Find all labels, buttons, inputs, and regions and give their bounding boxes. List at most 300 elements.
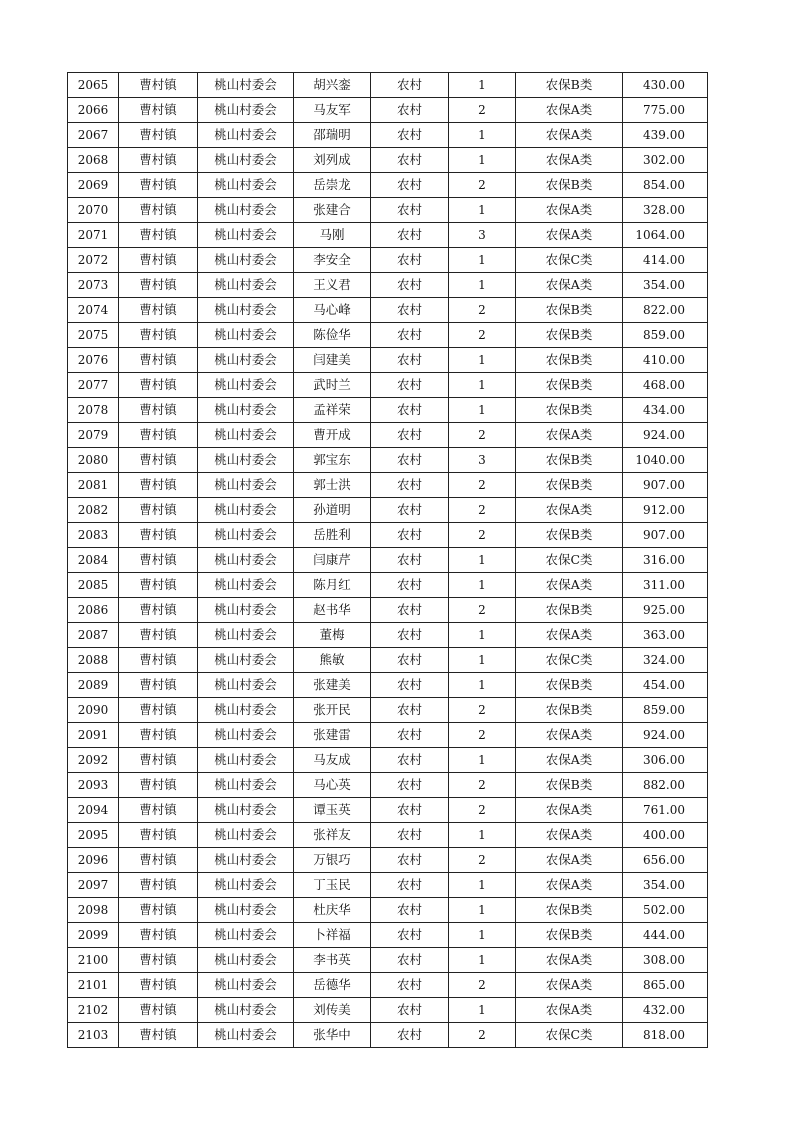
- name-cell: 杜庆华: [294, 898, 371, 923]
- table-row: [68, 898, 708, 923]
- village-committee-cell: 桃山村委会: [198, 248, 294, 273]
- household-type-cell: 农村: [371, 998, 449, 1023]
- insurance-category-cell: 农保B类: [516, 173, 623, 198]
- serial-number-cell: 2070: [68, 198, 119, 223]
- insurance-category-cell: 农保B类: [516, 398, 623, 423]
- table-row: [68, 398, 708, 423]
- town-cell: 曹村镇: [119, 873, 198, 898]
- serial-number-cell: 2076: [68, 348, 119, 373]
- town-cell: 曹村镇: [119, 173, 198, 198]
- town-cell: 曹村镇: [119, 773, 198, 798]
- household-type-cell: 农村: [371, 248, 449, 273]
- household-type-cell: 农村: [371, 448, 449, 473]
- amount-cell: 924.00: [623, 723, 708, 748]
- household-type-cell: 农村: [371, 423, 449, 448]
- name-cell: 岳德华: [294, 973, 371, 998]
- insurance-category-cell: 农保A类: [516, 223, 623, 248]
- table-row: [68, 73, 708, 98]
- village-committee-cell: 桃山村委会: [198, 623, 294, 648]
- town-cell: 曹村镇: [119, 198, 198, 223]
- amount-cell: 1040.00: [623, 448, 708, 473]
- serial-number-cell: 2100: [68, 948, 119, 973]
- village-committee-cell: 桃山村委会: [198, 448, 294, 473]
- household-type-cell: 农村: [371, 723, 449, 748]
- village-committee-cell: 桃山村委会: [198, 398, 294, 423]
- roster-table-body: [68, 73, 708, 1048]
- household-size-cell: 2: [449, 773, 516, 798]
- serial-number-cell: 2086: [68, 598, 119, 623]
- insurance-category-cell: 农保B类: [516, 298, 623, 323]
- village-committee-cell: 桃山村委会: [198, 848, 294, 873]
- table-row: [68, 148, 708, 173]
- town-cell: 曹村镇: [119, 398, 198, 423]
- insurance-category-cell: 农保A类: [516, 98, 623, 123]
- serial-number-cell: 2096: [68, 848, 119, 873]
- table-row: [68, 548, 708, 573]
- insurance-category-cell: 农保A类: [516, 198, 623, 223]
- village-committee-cell: 桃山村委会: [198, 723, 294, 748]
- village-committee-cell: 桃山村委会: [198, 998, 294, 1023]
- name-cell: 万银巧: [294, 848, 371, 873]
- name-cell: 孙道明: [294, 498, 371, 523]
- serial-number-cell: 2095: [68, 823, 119, 848]
- name-cell: 王义君: [294, 273, 371, 298]
- household-size-cell: 1: [449, 373, 516, 398]
- insurance-category-cell: 农保A类: [516, 973, 623, 998]
- serial-number-cell: 2091: [68, 723, 119, 748]
- village-committee-cell: 桃山村委会: [198, 348, 294, 373]
- name-cell: 陈月红: [294, 573, 371, 598]
- town-cell: 曹村镇: [119, 123, 198, 148]
- household-size-cell: 1: [449, 573, 516, 598]
- insurance-category-cell: 农保B类: [516, 773, 623, 798]
- town-cell: 曹村镇: [119, 223, 198, 248]
- household-size-cell: 1: [449, 898, 516, 923]
- village-committee-cell: 桃山村委会: [198, 98, 294, 123]
- town-cell: 曹村镇: [119, 973, 198, 998]
- insurance-category-cell: 农保C类: [516, 1023, 623, 1048]
- insurance-category-cell: 农保B类: [516, 523, 623, 548]
- town-cell: 曹村镇: [119, 323, 198, 348]
- household-size-cell: 1: [449, 948, 516, 973]
- amount-cell: 924.00: [623, 423, 708, 448]
- insurance-category-cell: 农保B类: [516, 448, 623, 473]
- village-committee-cell: 桃山村委会: [198, 973, 294, 998]
- amount-cell: 775.00: [623, 98, 708, 123]
- household-size-cell: 2: [449, 723, 516, 748]
- town-cell: 曹村镇: [119, 998, 198, 1023]
- amount-cell: 363.00: [623, 623, 708, 648]
- insurance-category-cell: 农保A类: [516, 423, 623, 448]
- amount-cell: 865.00: [623, 973, 708, 998]
- amount-cell: 1064.00: [623, 223, 708, 248]
- table-row: [68, 298, 708, 323]
- household-type-cell: 农村: [371, 948, 449, 973]
- household-type-cell: 农村: [371, 298, 449, 323]
- name-cell: 马刚: [294, 223, 371, 248]
- household-type-cell: 农村: [371, 173, 449, 198]
- insurance-category-cell: 农保A类: [516, 748, 623, 773]
- town-cell: 曹村镇: [119, 473, 198, 498]
- table-row: [68, 873, 708, 898]
- village-committee-cell: 桃山村委会: [198, 73, 294, 98]
- household-size-cell: 1: [449, 548, 516, 573]
- insurance-category-cell: 农保B类: [516, 923, 623, 948]
- town-cell: 曹村镇: [119, 598, 198, 623]
- household-size-cell: 2: [449, 848, 516, 873]
- name-cell: 岳胜利: [294, 523, 371, 548]
- amount-cell: 468.00: [623, 373, 708, 398]
- household-size-cell: 1: [449, 873, 516, 898]
- serial-number-cell: 2066: [68, 98, 119, 123]
- table-row: [68, 798, 708, 823]
- household-type-cell: 农村: [371, 1023, 449, 1048]
- town-cell: 曹村镇: [119, 498, 198, 523]
- name-cell: 陈俭华: [294, 323, 371, 348]
- village-committee-cell: 桃山村委会: [198, 523, 294, 548]
- town-cell: 曹村镇: [119, 298, 198, 323]
- table-row: [68, 673, 708, 698]
- table-row: [68, 248, 708, 273]
- household-size-cell: 1: [449, 198, 516, 223]
- village-committee-cell: 桃山村委会: [198, 423, 294, 448]
- table-row: [68, 498, 708, 523]
- table-row: [68, 823, 708, 848]
- town-cell: 曹村镇: [119, 648, 198, 673]
- household-type-cell: 农村: [371, 848, 449, 873]
- town-cell: 曹村镇: [119, 898, 198, 923]
- name-cell: 张开民: [294, 698, 371, 723]
- table-row: [68, 723, 708, 748]
- serial-number-cell: 2067: [68, 123, 119, 148]
- household-size-cell: 1: [449, 148, 516, 173]
- table-row: [68, 273, 708, 298]
- village-committee-cell: 桃山村委会: [198, 748, 294, 773]
- household-type-cell: 农村: [371, 148, 449, 173]
- household-type-cell: 农村: [371, 573, 449, 598]
- name-cell: 刘列成: [294, 148, 371, 173]
- household-type-cell: 农村: [371, 748, 449, 773]
- town-cell: 曹村镇: [119, 623, 198, 648]
- amount-cell: 311.00: [623, 573, 708, 598]
- village-committee-cell: 桃山村委会: [198, 548, 294, 573]
- insurance-category-cell: 农保B类: [516, 348, 623, 373]
- name-cell: 董梅: [294, 623, 371, 648]
- table-row: [68, 973, 708, 998]
- household-size-cell: 3: [449, 448, 516, 473]
- name-cell: 郭士洪: [294, 473, 371, 498]
- amount-cell: 354.00: [623, 873, 708, 898]
- name-cell: 孟祥荣: [294, 398, 371, 423]
- serial-number-cell: 2093: [68, 773, 119, 798]
- name-cell: 丁玉民: [294, 873, 371, 898]
- amount-cell: 432.00: [623, 998, 708, 1023]
- name-cell: 赵书华: [294, 598, 371, 623]
- household-type-cell: 农村: [371, 773, 449, 798]
- serial-number-cell: 2073: [68, 273, 119, 298]
- town-cell: 曹村镇: [119, 523, 198, 548]
- household-type-cell: 农村: [371, 348, 449, 373]
- amount-cell: 308.00: [623, 948, 708, 973]
- village-committee-cell: 桃山村委会: [198, 698, 294, 723]
- amount-cell: 410.00: [623, 348, 708, 373]
- household-type-cell: 农村: [371, 198, 449, 223]
- insurance-category-cell: 农保B类: [516, 598, 623, 623]
- insurance-category-cell: 农保A类: [516, 848, 623, 873]
- amount-cell: 882.00: [623, 773, 708, 798]
- table-row: [68, 998, 708, 1023]
- household-type-cell: 农村: [371, 823, 449, 848]
- table-row: [68, 698, 708, 723]
- name-cell: 岳崇龙: [294, 173, 371, 198]
- household-type-cell: 农村: [371, 873, 449, 898]
- serial-number-cell: 2102: [68, 998, 119, 1023]
- household-size-cell: 1: [449, 748, 516, 773]
- town-cell: 曹村镇: [119, 73, 198, 98]
- amount-cell: 656.00: [623, 848, 708, 873]
- town-cell: 曹村镇: [119, 573, 198, 598]
- insurance-category-cell: 农保B类: [516, 673, 623, 698]
- amount-cell: 822.00: [623, 298, 708, 323]
- serial-number-cell: 2084: [68, 548, 119, 573]
- table-row: [68, 173, 708, 198]
- insurance-category-cell: 农保B类: [516, 898, 623, 923]
- town-cell: 曹村镇: [119, 748, 198, 773]
- amount-cell: 430.00: [623, 73, 708, 98]
- table-row: [68, 623, 708, 648]
- table-row: [68, 1023, 708, 1048]
- table-row: [68, 98, 708, 123]
- insurance-category-cell: 农保A类: [516, 573, 623, 598]
- serial-number-cell: 2077: [68, 373, 119, 398]
- insurance-category-cell: 农保A类: [516, 723, 623, 748]
- amount-cell: 907.00: [623, 523, 708, 548]
- insurance-category-cell: 农保A类: [516, 948, 623, 973]
- insurance-category-cell: 农保A类: [516, 873, 623, 898]
- village-committee-cell: 桃山村委会: [198, 173, 294, 198]
- serial-number-cell: 2083: [68, 523, 119, 548]
- name-cell: 胡兴銮: [294, 73, 371, 98]
- insurance-category-cell: 农保A类: [516, 148, 623, 173]
- amount-cell: 907.00: [623, 473, 708, 498]
- household-type-cell: 农村: [371, 98, 449, 123]
- amount-cell: 302.00: [623, 148, 708, 173]
- table-row: [68, 948, 708, 973]
- village-committee-cell: 桃山村委会: [198, 148, 294, 173]
- amount-cell: 454.00: [623, 673, 708, 698]
- name-cell: 卜祥福: [294, 923, 371, 948]
- household-size-cell: 1: [449, 673, 516, 698]
- insurance-category-cell: 农保B类: [516, 473, 623, 498]
- amount-cell: 854.00: [623, 173, 708, 198]
- name-cell: 熊敏: [294, 648, 371, 673]
- village-committee-cell: 桃山村委会: [198, 223, 294, 248]
- table-row: [68, 573, 708, 598]
- amount-cell: 414.00: [623, 248, 708, 273]
- serial-number-cell: 2065: [68, 73, 119, 98]
- serial-number-cell: 2097: [68, 873, 119, 898]
- household-size-cell: 2: [449, 323, 516, 348]
- amount-cell: 859.00: [623, 323, 708, 348]
- name-cell: 张华中: [294, 1023, 371, 1048]
- village-committee-cell: 桃山村委会: [198, 598, 294, 623]
- amount-cell: 444.00: [623, 923, 708, 948]
- serial-number-cell: 2081: [68, 473, 119, 498]
- household-size-cell: 1: [449, 348, 516, 373]
- insurance-category-cell: 农保A类: [516, 123, 623, 148]
- town-cell: 曹村镇: [119, 423, 198, 448]
- household-type-cell: 农村: [371, 498, 449, 523]
- table-row: [68, 198, 708, 223]
- household-type-cell: 农村: [371, 673, 449, 698]
- name-cell: 李书英: [294, 948, 371, 973]
- serial-number-cell: 2071: [68, 223, 119, 248]
- household-type-cell: 农村: [371, 623, 449, 648]
- household-size-cell: 2: [449, 498, 516, 523]
- serial-number-cell: 2085: [68, 573, 119, 598]
- town-cell: 曹村镇: [119, 548, 198, 573]
- village-committee-cell: 桃山村委会: [198, 198, 294, 223]
- name-cell: 武时兰: [294, 373, 371, 398]
- household-size-cell: 2: [449, 1023, 516, 1048]
- insurance-category-cell: 农保B类: [516, 698, 623, 723]
- village-committee-cell: 桃山村委会: [198, 873, 294, 898]
- town-cell: 曹村镇: [119, 723, 198, 748]
- insurance-category-cell: 农保B类: [516, 73, 623, 98]
- name-cell: 马友军: [294, 98, 371, 123]
- household-size-cell: 1: [449, 648, 516, 673]
- village-committee-cell: 桃山村委会: [198, 123, 294, 148]
- household-type-cell: 农村: [371, 698, 449, 723]
- village-committee-cell: 桃山村委会: [198, 298, 294, 323]
- amount-cell: 400.00: [623, 823, 708, 848]
- name-cell: 闫康芹: [294, 548, 371, 573]
- serial-number-cell: 2080: [68, 448, 119, 473]
- household-type-cell: 农村: [371, 798, 449, 823]
- household-type-cell: 农村: [371, 323, 449, 348]
- household-type-cell: 农村: [371, 398, 449, 423]
- name-cell: 曹开成: [294, 423, 371, 448]
- town-cell: 曹村镇: [119, 98, 198, 123]
- amount-cell: 818.00: [623, 1023, 708, 1048]
- serial-number-cell: 2068: [68, 148, 119, 173]
- insurance-category-cell: 农保A类: [516, 498, 623, 523]
- town-cell: 曹村镇: [119, 848, 198, 873]
- household-size-cell: 2: [449, 473, 516, 498]
- amount-cell: 328.00: [623, 198, 708, 223]
- amount-cell: 354.00: [623, 273, 708, 298]
- table-row: [68, 323, 708, 348]
- name-cell: 闫建美: [294, 348, 371, 373]
- amount-cell: 324.00: [623, 648, 708, 673]
- serial-number-cell: 2082: [68, 498, 119, 523]
- serial-number-cell: 2089: [68, 673, 119, 698]
- table-row: [68, 423, 708, 448]
- name-cell: 张建合: [294, 198, 371, 223]
- household-type-cell: 农村: [371, 923, 449, 948]
- village-committee-cell: 桃山村委会: [198, 323, 294, 348]
- table-row: [68, 648, 708, 673]
- serial-number-cell: 2078: [68, 398, 119, 423]
- table-row: [68, 123, 708, 148]
- household-size-cell: 1: [449, 923, 516, 948]
- name-cell: 郭宝东: [294, 448, 371, 473]
- town-cell: 曹村镇: [119, 823, 198, 848]
- serial-number-cell: 2094: [68, 798, 119, 823]
- table-row: [68, 748, 708, 773]
- insurance-category-cell: 农保A类: [516, 823, 623, 848]
- village-committee-cell: 桃山村委会: [198, 273, 294, 298]
- name-cell: 李安全: [294, 248, 371, 273]
- town-cell: 曹村镇: [119, 698, 198, 723]
- serial-number-cell: 2103: [68, 1023, 119, 1048]
- household-type-cell: 农村: [371, 123, 449, 148]
- village-committee-cell: 桃山村委会: [198, 648, 294, 673]
- insurance-category-cell: 农保A类: [516, 273, 623, 298]
- household-size-cell: 1: [449, 73, 516, 98]
- household-size-cell: 2: [449, 523, 516, 548]
- serial-number-cell: 2087: [68, 623, 119, 648]
- amount-cell: 502.00: [623, 898, 708, 923]
- household-size-cell: 2: [449, 98, 516, 123]
- household-size-cell: 2: [449, 798, 516, 823]
- name-cell: 张建美: [294, 673, 371, 698]
- household-type-cell: 农村: [371, 273, 449, 298]
- household-size-cell: 2: [449, 698, 516, 723]
- household-size-cell: 1: [449, 273, 516, 298]
- amount-cell: 439.00: [623, 123, 708, 148]
- household-type-cell: 农村: [371, 648, 449, 673]
- town-cell: 曹村镇: [119, 348, 198, 373]
- insurance-category-cell: 农保A类: [516, 623, 623, 648]
- village-committee-cell: 桃山村委会: [198, 798, 294, 823]
- name-cell: 马心峰: [294, 298, 371, 323]
- amount-cell: 316.00: [623, 548, 708, 573]
- village-committee-cell: 桃山村委会: [198, 823, 294, 848]
- household-size-cell: 1: [449, 123, 516, 148]
- serial-number-cell: 2088: [68, 648, 119, 673]
- village-committee-cell: 桃山村委会: [198, 923, 294, 948]
- insurance-category-cell: 农保C类: [516, 548, 623, 573]
- serial-number-cell: 2072: [68, 248, 119, 273]
- town-cell: 曹村镇: [119, 798, 198, 823]
- serial-number-cell: 2099: [68, 923, 119, 948]
- household-type-cell: 农村: [371, 373, 449, 398]
- household-size-cell: 2: [449, 173, 516, 198]
- household-size-cell: 1: [449, 398, 516, 423]
- town-cell: 曹村镇: [119, 273, 198, 298]
- table-row: [68, 598, 708, 623]
- household-size-cell: 2: [449, 598, 516, 623]
- roster-table: [67, 72, 708, 1048]
- insurance-category-cell: 农保B类: [516, 323, 623, 348]
- table-row: [68, 923, 708, 948]
- household-type-cell: 农村: [371, 223, 449, 248]
- serial-number-cell: 2079: [68, 423, 119, 448]
- table-row: [68, 348, 708, 373]
- village-committee-cell: 桃山村委会: [198, 373, 294, 398]
- village-committee-cell: 桃山村委会: [198, 948, 294, 973]
- village-committee-cell: 桃山村委会: [198, 898, 294, 923]
- amount-cell: 925.00: [623, 598, 708, 623]
- table-row: [68, 448, 708, 473]
- name-cell: 张祥友: [294, 823, 371, 848]
- amount-cell: 912.00: [623, 498, 708, 523]
- serial-number-cell: 2101: [68, 973, 119, 998]
- town-cell: 曹村镇: [119, 148, 198, 173]
- town-cell: 曹村镇: [119, 948, 198, 973]
- household-size-cell: 2: [449, 298, 516, 323]
